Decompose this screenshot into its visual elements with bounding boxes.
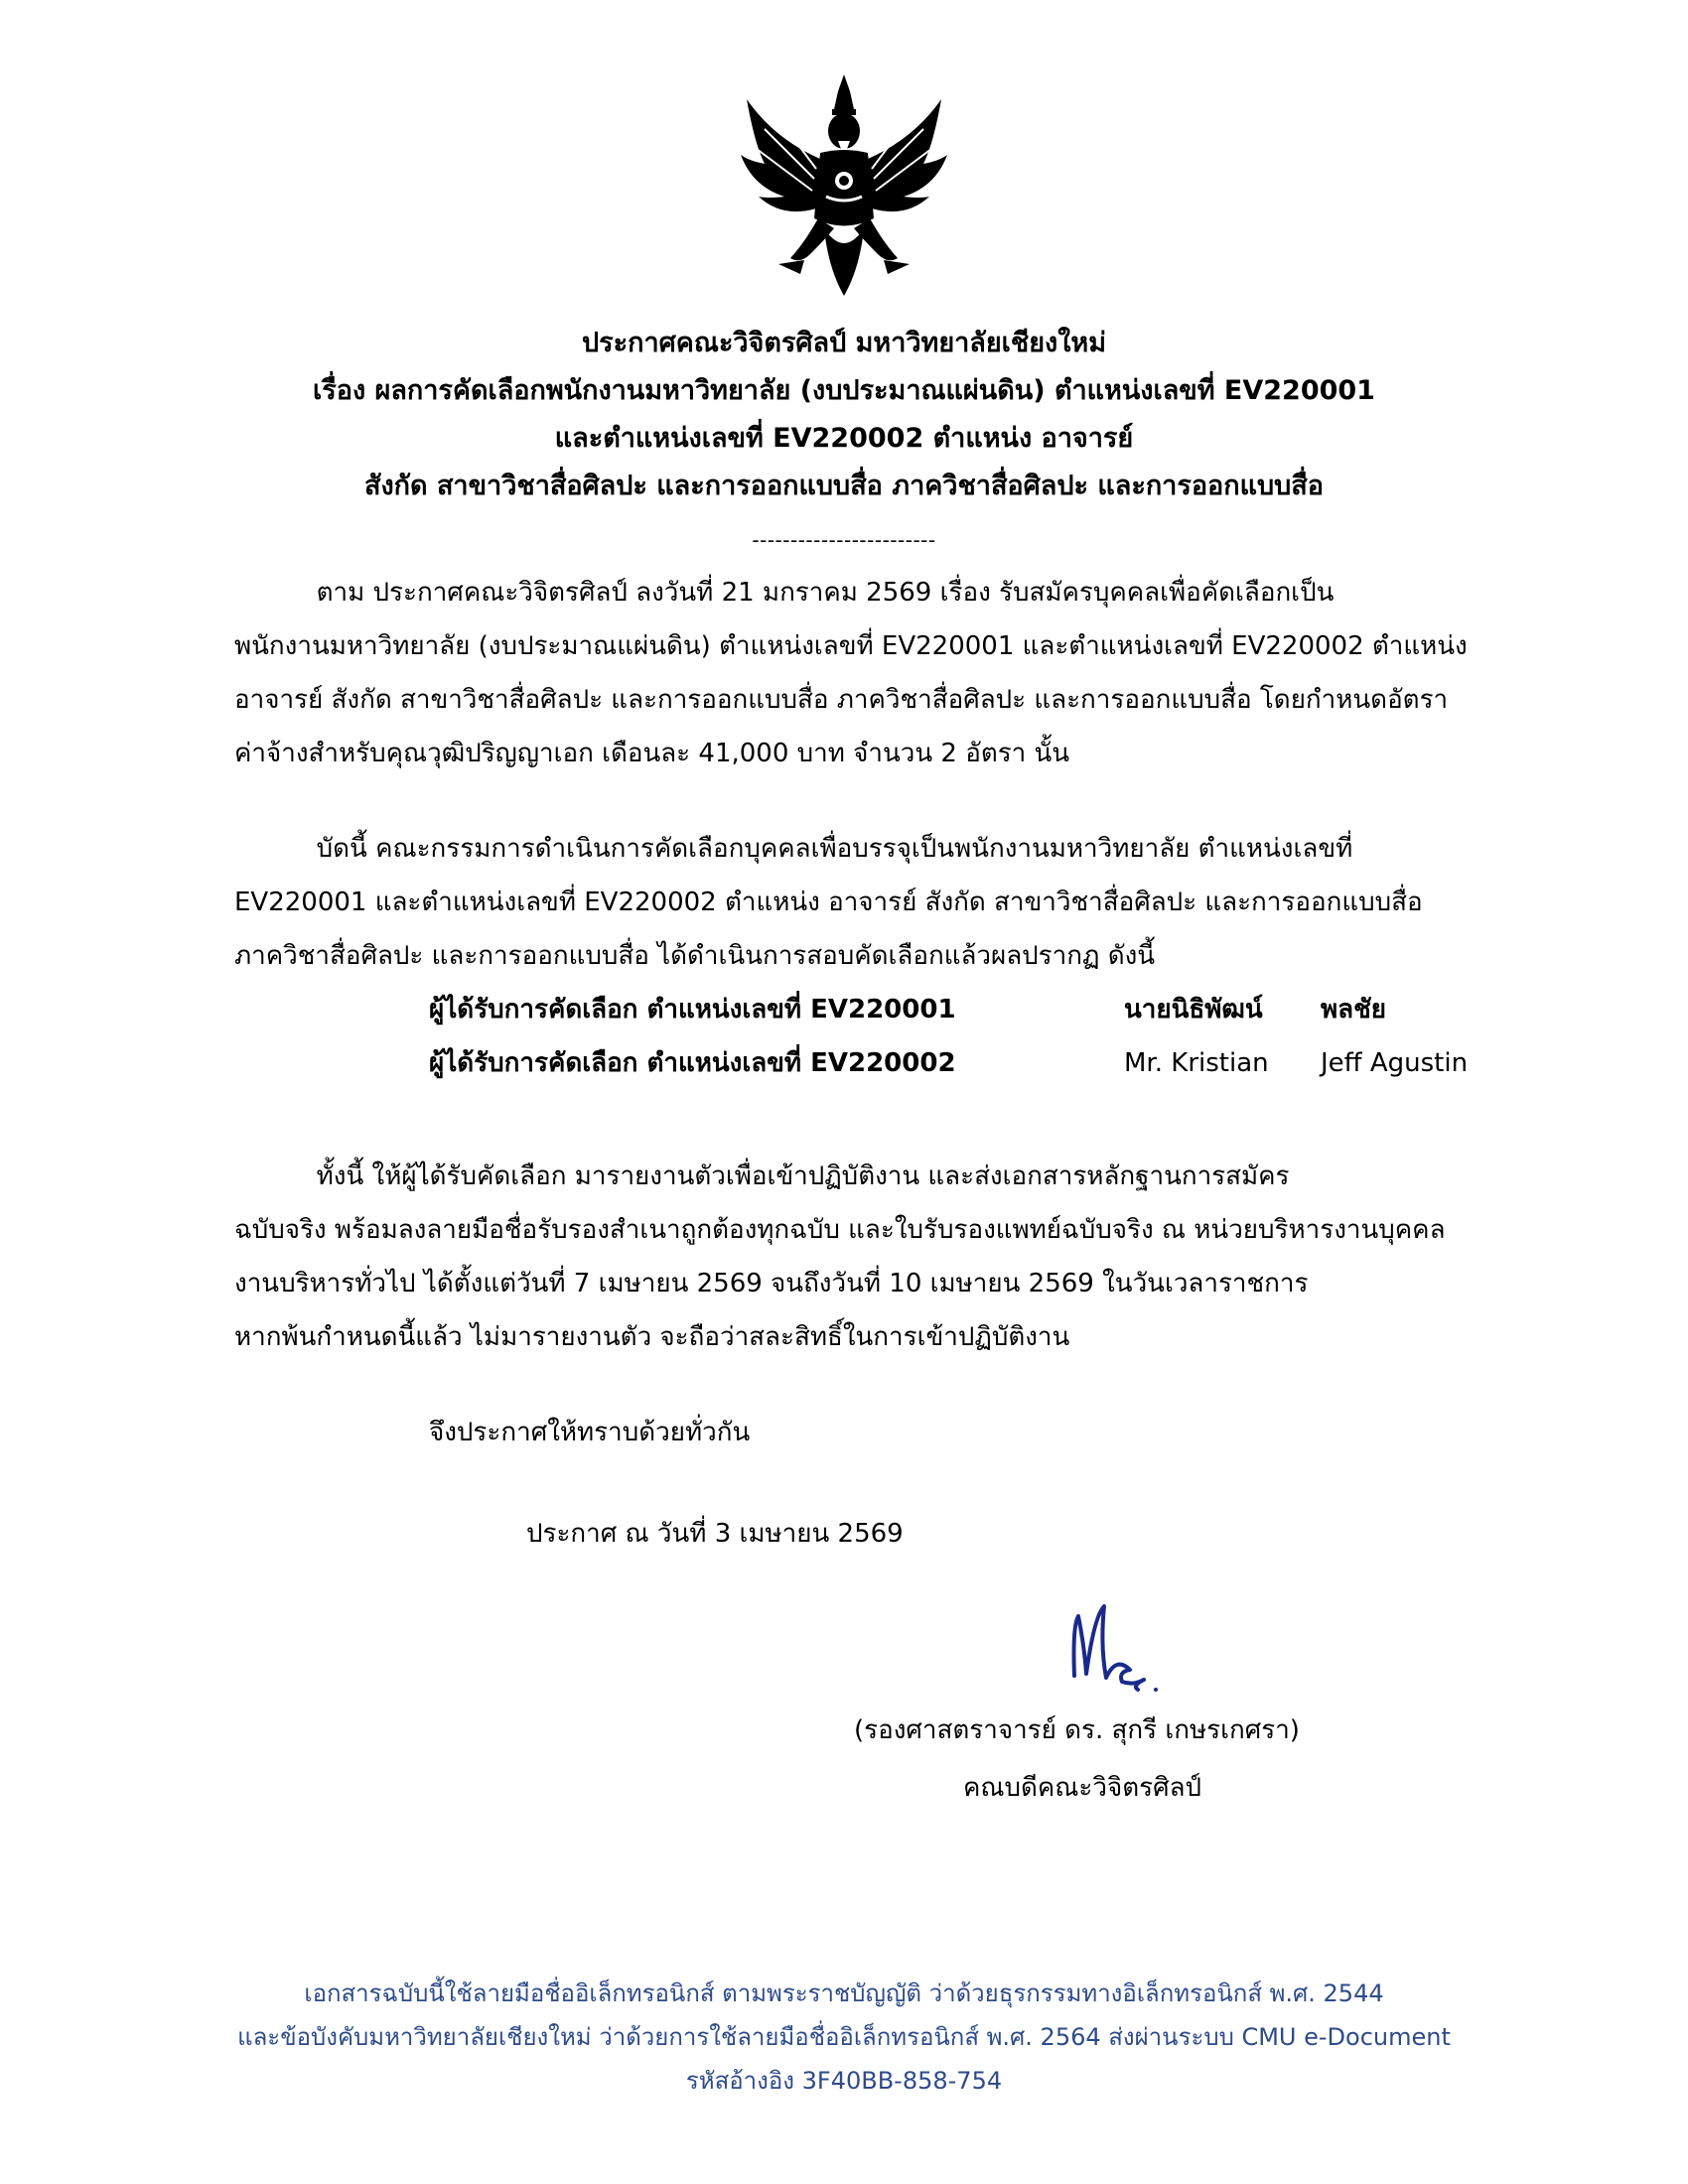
selected-first-name: นายนิธิพัฒน์ — [1124, 995, 1263, 1024]
header-line-4: สังกัด สาขาวิชาสื่อศิลปะ และการออกแบบสื่อ ภาควิชาสื่อศิลปะ และการออกแบบสื่อ — [364, 471, 1324, 501]
selected-candidates — [429, 983, 1521, 1090]
paragraph-line: ภาควิชาสื่อศิลปะ และการออกแบบสื่อ ได้ดำเนินการสอบคัดเลือกแล้วผลปรากฏ ดังนี้ — [234, 941, 1156, 971]
e-signature-footer — [0, 1972, 1688, 2103]
footer-line-1: เอกสารฉบับนี้ใช้ลายมือชื่ออิเล็กทรอนิกส์ ตามพระราชบัญญัติ ว่าด้วยธุรกรรมทางอิเล็กทรอนิกส์ พ.ศ. 2544 — [304, 1979, 1384, 2007]
paragraph-line: ฉบับจริง พร้อมลงลายมือชื่อรับรองสำเนาถูกต้องทุกฉบับ และใบรับรองแพทย์ฉบับจริง ณ หน่วยบริหารงานบุคคล — [234, 1215, 1446, 1245]
paragraph-line: ตาม ประกาศคณะวิจิตรศิลป์ ลงวันที่ 21 มกราคม 2569 เรื่อง รับสมัครบุคคลเพื่อคัดเลือกเป็น — [234, 578, 1335, 608]
paragraph-selection-result — [234, 822, 1525, 983]
selected-last-name: Jeff Agustin — [1321, 1048, 1469, 1078]
selected-row — [429, 983, 1521, 1036]
header-line-3: และตำแหน่งเลขที่ EV220002 ตำแหน่ง อาจารย์ — [554, 423, 1134, 454]
paragraph-line: อาจารย์ สังกัด สาขาวิชาสื่อศิลปะ และการออกแบบสื่อ ภาควิชาสื่อศิลปะ และการออกแบบสื่อ โดยกำหนดอัตรา — [234, 685, 1449, 715]
paragraph-line: พนักงานมหาวิทยาลัย (งบประมาณแผ่นดิน) ตำแหน่งเลขที่ EV220001 และตำแหน่งเลขที่ EV220002 ตำแหน่ง — [234, 631, 1468, 661]
garuda-emblem — [735, 69, 953, 308]
header-divider: ------------------------ — [752, 528, 936, 552]
paragraph-line: ทั้งนี้ ให้ผู้ได้รับคัดเลือก มารายงานตัวเพื่อเข้าปฏิบัติงาน และส่งเอกสารหลักฐานการสมัคร — [234, 1161, 1290, 1191]
paragraph-line: บัดนี้ คณะกรรมการดำเนินการคัดเลือกบุคคลเพื่อบรรจุเป็นพนักงานมหาวิทยาลัย ตำแหน่งเลขที่ — [234, 834, 1353, 864]
signature — [1060, 1586, 1180, 1696]
selected-position-label: ผู้ได้รับการคัดเลือก ตำแหน่งเลขที่ EV220002 — [429, 1048, 956, 1078]
paragraph-line: งานบริหารทั่วไป ได้ตั้งแต่วันที่ 7 เมษายน 2569 จนถึงวันที่ 10 เมษายน 2569 ในวันเวลาราชการ — [234, 1269, 1309, 1298]
selected-last-name: พลชัย — [1321, 995, 1386, 1024]
document-header — [199, 320, 1489, 510]
footer-line-2: และข้อบังคับมหาวิทยาลัยเชียงใหม่ ว่าด้วยการใช้ลายมือชื่ออิเล็กทรอนิกส์ พ.ศ. 2564 ส่งผ่านระบบ CMU e-Document — [237, 2023, 1451, 2051]
paragraph-line: EV220001 และตำแหน่งเลขที่ EV220002 ตำแหน่ง อาจารย์ สังกัด สาขาวิชาสื่อศิลปะ และการออกแบบสื่อ — [234, 887, 1423, 917]
issued-date: ประกาศ ณ วันที่ 3 เมษายน 2569 — [526, 1519, 904, 1549]
signer-title: คณบดีคณะวิจิตรศิลป์ — [963, 1773, 1202, 1803]
paragraph-reporting-instructions — [234, 1150, 1525, 1364]
paragraph-line: ค่าจ้างสำหรับคุณวุฒิปริญญาเอก เดือนละ 41,000 บาท จำนวน 2 อัตรา นั้น — [234, 739, 1070, 768]
footer-reference-code: รหัสอ้างอิง 3F40BB-858-754 — [685, 2067, 1003, 2095]
closing-statement: จึงประกาศให้ทราบด้วยทั่วกัน — [429, 1418, 751, 1447]
paragraph-announcement-reference — [234, 566, 1525, 780]
selected-row — [429, 1036, 1521, 1090]
selected-first-name: Mr. Kristian — [1124, 1048, 1269, 1078]
paragraph-line: หากพ้นกำหนดนี้แล้ว ไม่มารายงานตัว จะถือว่าสละสิทธิ์ในการเข้าปฏิบัติงาน — [234, 1322, 1070, 1352]
header-line-1: ประกาศคณะวิจิตรศิลป์ มหาวิทยาลัยเชียงใหม่ — [581, 328, 1107, 358]
header-line-2: เรื่อง ผลการคัดเลือกพนักงานมหาวิทยาลัย (งบประมาณแผ่นดิน) ตำแหน่งเลขที่ EV220001 — [313, 375, 1375, 406]
signer-name: (รองศาสตราจารย์ ดร. สุกรี เกษรเกศรา) — [854, 1715, 1300, 1745]
selected-position-label: ผู้ได้รับการคัดเลือก ตำแหน่งเลขที่ EV220001 — [429, 995, 956, 1024]
